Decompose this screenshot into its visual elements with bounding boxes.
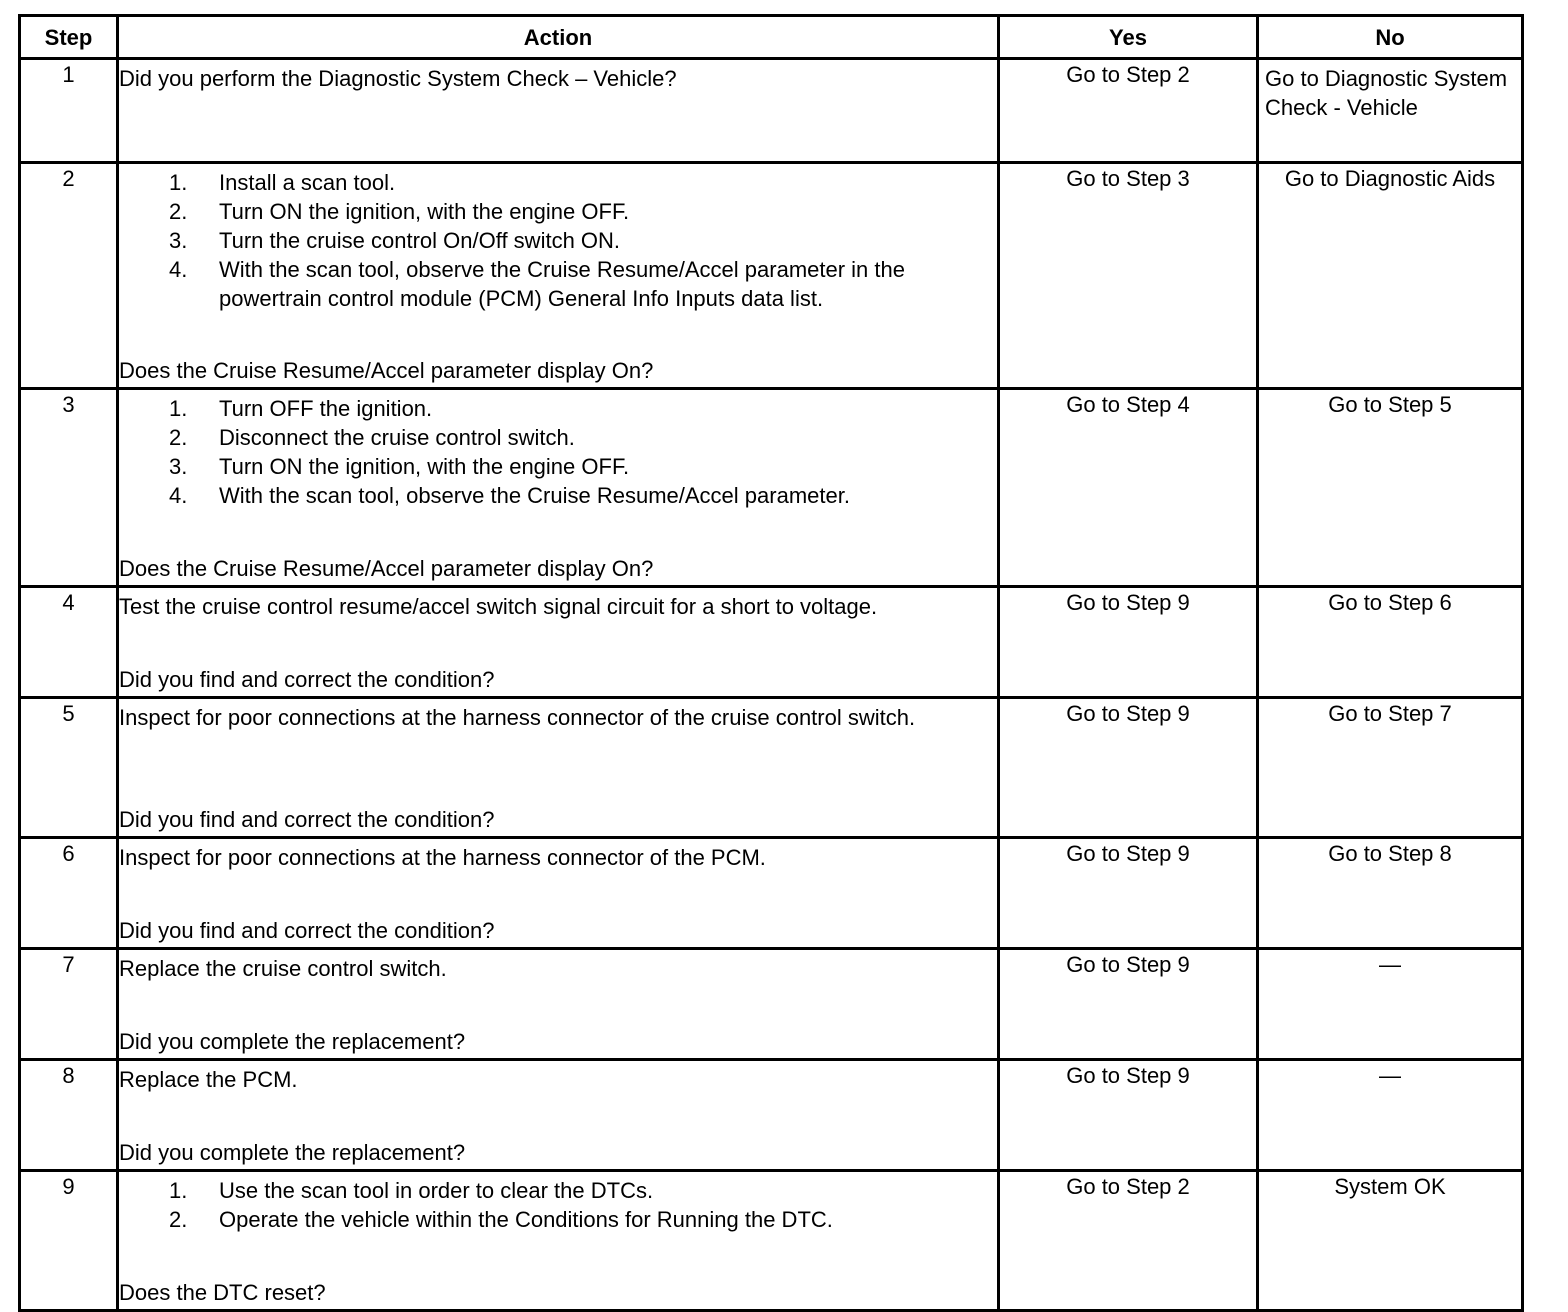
no-cell: Go to Step 7 [1258,698,1523,838]
step-number: 2 [20,163,118,389]
yes-cell: Go to Step 2 [999,59,1258,163]
yes-cell: Go to Step 3 [999,163,1258,389]
action-text: Replace the PCM. [119,1067,298,1092]
table-row [20,949,1523,1060]
header-yes: Yes [999,16,1258,59]
substep: 1. Turn OFF the ignition. [169,396,433,421]
no-cell: Go to Diagnostic System Check - Vehicle [1258,59,1523,163]
action-question: Did you find and correct the condition? [119,667,495,692]
diagnostic-table [18,14,1524,1312]
action-cell [118,163,999,389]
action-text: Inspect for poor connections at the harness connector of the PCM. [119,845,766,870]
action-question: Did you complete the replacement? [119,1029,466,1054]
action-text: Test the cruise control resume/accel switch signal circuit for a short to voltage. [119,594,878,619]
action-cell [118,949,999,1060]
step-number: 8 [20,1060,118,1171]
table-row [20,1171,1523,1311]
yes-cell: Go to Step 9 [999,838,1258,949]
step-number: 9 [20,1171,118,1311]
step-number: 1 [20,59,118,163]
yes-cell: Go to Step 9 [999,1060,1258,1171]
table-row [20,698,1523,838]
substep: 3. Turn the cruise control On/Off switch ON. [169,228,621,253]
substep: 3. Turn ON the ignition, with the engine OFF. [169,454,630,479]
action-question: Did you find and correct the condition? [119,807,495,832]
substep: 4. With the scan tool, observe the Cruise Resume/Accel parameter. [169,483,850,508]
table-row [20,59,1523,163]
action-cell [118,59,999,163]
action-cell [118,838,999,949]
action-question: Did you find and correct the condition? [119,918,495,943]
substep: 1. Use the scan tool in order to clear the DTCs. [169,1178,654,1203]
substep-list [119,168,997,313]
action-question: Does the DTC reset? [119,1280,326,1305]
action-cell [118,1060,999,1171]
substep: 1. Install a scan tool. [169,170,396,195]
no-cell: System OK [1258,1171,1523,1311]
action-text: Replace the cruise control switch. [119,956,447,981]
step-number: 7 [20,949,118,1060]
substep: 2. Disconnect the cruise control switch. [169,425,575,450]
action-cell [118,1171,999,1311]
action-question: Does the Cruise Resume/Accel parameter display On? [119,556,654,581]
action-question: Did you complete the replacement? [119,1140,466,1165]
substep: 4. With the scan tool, observe the Cruise Resume/Accel parameter in the powertrain control module (PCM) General Info Inputs data list. [169,257,905,311]
yes-cell: Go to Step 9 [999,698,1258,838]
yes-cell: Go to Step 4 [999,389,1258,587]
table-row [20,838,1523,949]
no-cell: — [1258,1060,1523,1171]
yes-cell: Go to Step 9 [999,949,1258,1060]
substep: 2. Operate the vehicle within the Conditions for Running the DTC. [169,1207,833,1232]
no-cell: Go to Step 6 [1258,587,1523,698]
table-row [20,1060,1523,1171]
table-row [20,587,1523,698]
step-number: 5 [20,698,118,838]
header-row [20,16,1523,59]
header-no: No [1258,16,1523,59]
yes-cell: Go to Step 9 [999,587,1258,698]
header-action: Action [118,16,999,59]
action-cell [118,587,999,698]
step-number: 3 [20,389,118,587]
substep-list [119,1176,997,1234]
step-number: 4 [20,587,118,698]
substep-list [119,394,997,510]
action-cell [118,389,999,587]
table-row [20,389,1523,587]
no-cell: Go to Step 8 [1258,838,1523,949]
no-cell: — [1258,949,1523,1060]
header-step: Step [20,16,118,59]
table-row [20,163,1523,389]
substep: 2. Turn ON the ignition, with the engine OFF. [169,199,630,224]
no-cell: Go to Step 5 [1258,389,1523,587]
yes-cell: Go to Step 2 [999,1171,1258,1311]
action-text: Inspect for poor connections at the harness connector of the cruise control switch. [119,705,916,730]
action-question: Does the Cruise Resume/Accel parameter display On? [119,358,654,383]
step-number: 6 [20,838,118,949]
no-cell: Go to Diagnostic Aids [1258,163,1523,389]
action-text: Did you perform the Diagnostic System Check – Vehicle? [119,66,677,91]
action-cell [118,698,999,838]
